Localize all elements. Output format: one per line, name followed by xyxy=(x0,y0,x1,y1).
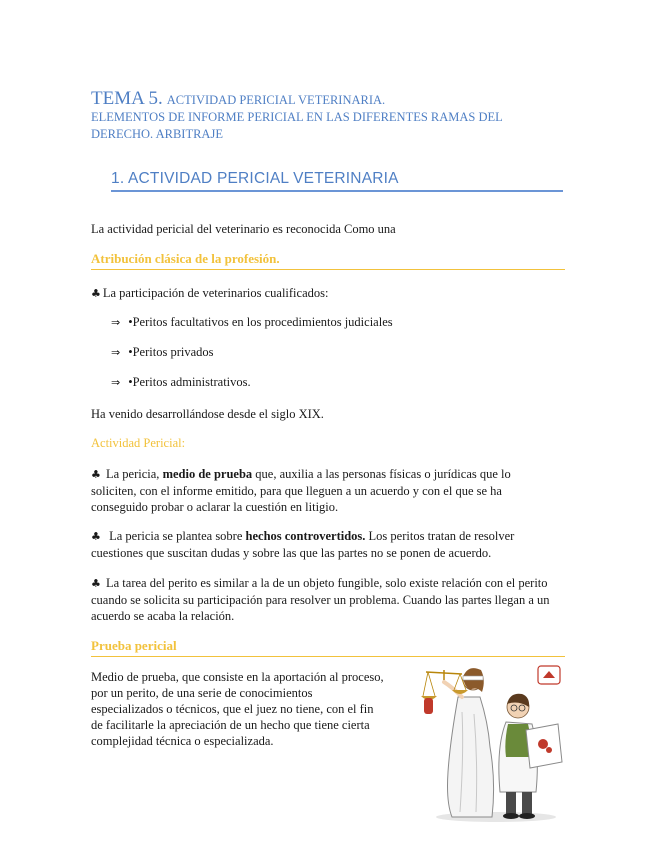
arrow-icon: ⇒ xyxy=(111,376,121,389)
heading-atribucion: Atribución clásica de la profesión. xyxy=(91,251,565,270)
justice-veterinarian-illustration xyxy=(418,652,568,824)
text-line: complejidad técnica o especializada. xyxy=(91,734,274,748)
list-item xyxy=(111,345,214,360)
heading-actividad: Actividad Pericial: xyxy=(91,436,186,450)
participacion-text: La participación de veterinarios cualificados: xyxy=(102,286,329,300)
text-line: Medio de prueba, que consiste en la aportación al proceso, xyxy=(91,670,384,684)
heading-prueba: Prueba pericial xyxy=(91,638,565,657)
text-run: La tarea del perito es similar a la de un objeto fungible, solo existe relación con el perito xyxy=(106,576,548,590)
title-tema: TEMA 5. xyxy=(91,88,163,109)
section-heading: 1. ACTIVIDAD PERICIAL VETERINARIA xyxy=(111,170,563,192)
arrow-icon: ⇒ xyxy=(111,346,121,359)
document-title xyxy=(91,90,571,143)
text-line: acuerdo se acaba la relación. xyxy=(91,609,235,623)
list-item xyxy=(111,315,393,330)
title-line3: DERECHO. ARBITRAJE xyxy=(91,127,223,141)
text-line: conseguido probar o aclarar la cuestión en litigio. xyxy=(91,500,339,514)
text-line: cuestiones que suscitan dudas y sobre las que las partes no se ponen de acuerdo. xyxy=(91,546,492,560)
text-line: de facilitarle la apreciación de un hecho que tiene cierta xyxy=(91,718,370,732)
paragraph-pericia xyxy=(91,466,571,515)
list-item-label: •Peritos privados xyxy=(128,345,214,359)
text-run: Los peritos tratan de resolver xyxy=(365,529,515,543)
bold-text: medio de prueba xyxy=(162,467,253,481)
club-bullet-icon: ♣ xyxy=(91,577,101,590)
bold-text: hechos controvertidos. xyxy=(245,529,366,543)
club-bullet-icon: ♣ xyxy=(91,287,101,300)
participacion-paragraph xyxy=(91,285,571,302)
list-item-label: •Peritos administrativos. xyxy=(128,375,251,389)
paragraph-prueba xyxy=(91,669,411,749)
text-line: especializados o técnicos, que el juez no tiene, con el fin xyxy=(91,702,374,716)
text-run: que, auxilia a las personas físicas o jurídicas que lo xyxy=(252,467,511,481)
paragraph-tarea xyxy=(91,575,571,624)
text-run: La pericia, xyxy=(106,467,163,481)
list-item-label: •Peritos facultativos en los procedimientos judiciales xyxy=(128,315,393,329)
siglo-paragraph: Ha venido desarrollándose desde el siglo XIX. xyxy=(91,407,324,421)
club-bullet-icon: ♣ xyxy=(91,468,101,481)
text-line: cuando se solicita su participación para resolver un problema. Cuando las partes llegan a un xyxy=(91,593,550,607)
text-line: soliciten, con el informe emitido, para que lleguen a un acuerdo y con el que se ha xyxy=(91,484,502,498)
text-line: por un perito, de una serie de conocimientos xyxy=(91,686,313,700)
arrow-icon: ⇒ xyxy=(111,316,121,329)
title-line2: ELEMENTOS DE INFORME PERICIAL EN LAS DIFERENTES RAMAS DEL xyxy=(91,110,503,124)
intro-paragraph: La actividad pericial del veterinario es reconocida Como una xyxy=(91,222,396,236)
list-item xyxy=(111,375,251,390)
club-bullet-icon: ♣ xyxy=(91,530,101,543)
text-run: La pericia se plantea sobre xyxy=(109,529,246,543)
paragraph-hechos xyxy=(91,528,571,561)
title-line1: ACTIVIDAD PERICIAL VETERINARIA. xyxy=(166,93,386,107)
